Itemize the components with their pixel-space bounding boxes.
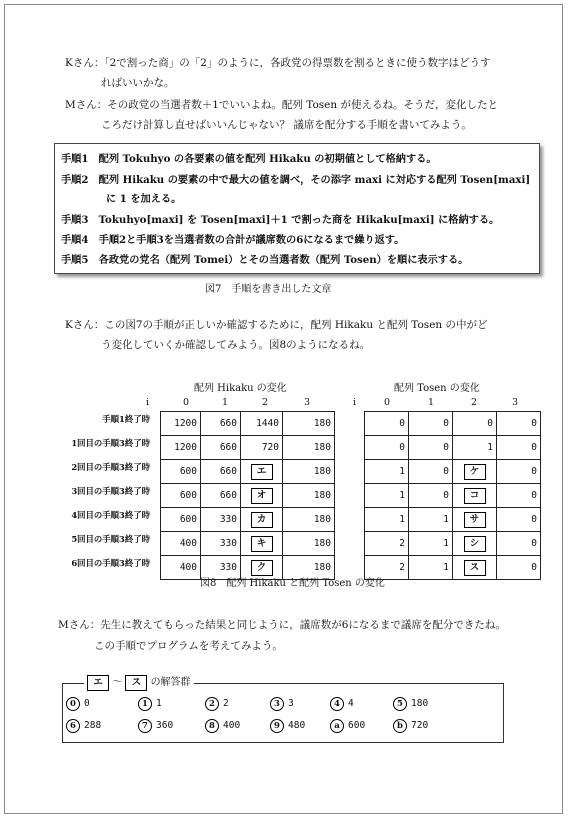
choice-item[interactable] [270, 697, 294, 711]
hikaku-index-1: 1 [222, 397, 229, 408]
procedure-box [54, 143, 540, 274]
choice-value: 400 [223, 720, 241, 731]
hikaku-table [160, 411, 335, 580]
choice-value: 600 [348, 720, 366, 731]
step-1: 手順1 配列 Tokuhyo の各要素の値を配列 Hikaku の初期値として格納する。 [61, 153, 437, 165]
tilde: 〜 [112, 677, 123, 688]
blank-cell [241, 532, 283, 556]
table-cell: 180 [283, 556, 335, 580]
table-cell: 660 [201, 484, 241, 508]
table-row [161, 460, 335, 484]
choice-item[interactable] [138, 697, 162, 711]
fig7-caption: 図7 手順を書き出した文章 [205, 284, 332, 295]
table-row [161, 484, 335, 508]
choice-item[interactable] [66, 719, 101, 733]
table-cell: 0 [497, 508, 541, 532]
choice-item[interactable] [138, 719, 173, 733]
table-row [161, 532, 335, 556]
table-cell: 1200 [161, 412, 201, 436]
table-cell: 180 [283, 484, 335, 508]
m-line-2: ころだけ計算し直せばいいんじゃない？ 議席を配分する手順を書いてみよう。 [101, 119, 472, 131]
blank-o: オ [251, 488, 273, 504]
blank-range-start: エ [87, 675, 109, 691]
choice-mark: 4 [330, 697, 344, 711]
choice-mark: 7 [138, 719, 152, 733]
table-row [161, 508, 335, 532]
blank-range-end: ス [125, 675, 147, 691]
blank-ki: キ [251, 536, 273, 552]
blank-cell [241, 484, 283, 508]
choice-value: 480 [288, 720, 306, 731]
table-row [365, 436, 541, 460]
row-label: 1回目の手順3終了時 [71, 438, 150, 448]
choice-item[interactable] [393, 697, 428, 711]
step-2a: 手順2 配列 Hikaku の要素の中で最大の値を調べ，その添字 maxi に対応する配列 Tosen[maxi] [61, 174, 531, 186]
m3-line-2: この手順でプログラムを考えてみよう。 [94, 640, 283, 652]
table-cell: 180 [283, 436, 335, 460]
choice-mark: 8 [205, 719, 219, 733]
blank-cell [241, 508, 283, 532]
table-cell: 1 [365, 484, 409, 508]
table-cell: 0 [497, 436, 541, 460]
choice-value: 288 [84, 720, 102, 731]
table-row [365, 508, 541, 532]
table-cell: 1440 [241, 412, 283, 436]
k2-line-2: う変化していくか確認してみよう。図8のようになるね。 [101, 339, 371, 351]
table-row [365, 532, 541, 556]
choice-item[interactable] [330, 697, 354, 711]
table-cell: 400 [161, 532, 201, 556]
blank-cell [453, 484, 497, 508]
blank-ko: コ [464, 488, 486, 504]
tosen-index-label: i [353, 397, 357, 408]
table-cell: 0 [409, 484, 453, 508]
step-5: 手順5 各政党の党名（配列 Tomei）とその当選者数（配列 Tosen）を順に表示する。 [61, 254, 469, 266]
choice-mark: 2 [205, 697, 219, 711]
tosen-index-2: 2 [471, 397, 478, 408]
table-cell: 0 [453, 412, 497, 436]
choice-value: 4 [348, 698, 354, 709]
table-cell: 720 [241, 436, 283, 460]
row-label: 5回目の手順3終了時 [71, 534, 150, 544]
table-cell: 1 [409, 532, 453, 556]
table-cell: 0 [497, 484, 541, 508]
blank-e: エ [251, 464, 273, 480]
choice-mark: b [393, 719, 407, 733]
tosen-index-1: 1 [428, 397, 435, 408]
hikaku-title: 配列 Hikaku の変化 [194, 383, 287, 394]
choice-value: 180 [411, 698, 429, 709]
choice-mark: 9 [270, 719, 284, 733]
table-cell: 180 [283, 412, 335, 436]
blank-cell [453, 508, 497, 532]
table-cell: 180 [283, 532, 335, 556]
tosen-table [364, 411, 541, 580]
fig8-caption: 図8 配列 Hikaku と配列 Tosen の変化 [200, 578, 385, 589]
table-cell: 180 [283, 508, 335, 532]
choice-mark: 5 [393, 697, 407, 711]
choice-item[interactable] [393, 719, 428, 733]
table-cell: 0 [497, 460, 541, 484]
choice-mark: 3 [270, 697, 284, 711]
table-cell: 1 [365, 460, 409, 484]
table-cell: 0 [409, 436, 453, 460]
step-2b: に 1 を加える。 [106, 193, 182, 205]
table-cell: 600 [161, 508, 201, 532]
choice-value: 720 [411, 720, 429, 731]
table-cell: 2 [365, 556, 409, 580]
table-cell: 1 [409, 508, 453, 532]
table-cell: 0 [409, 412, 453, 436]
choice-item[interactable] [205, 719, 240, 733]
table-cell: 600 [161, 460, 201, 484]
table-row [365, 556, 541, 580]
k-line-1: Kさん：「2で割った商」の「2」のように，各政党の得票数を割るときに使う数字はどうす [65, 57, 491, 69]
blank-ku: ク [251, 560, 273, 576]
table-cell: 1 [453, 436, 497, 460]
answer-group-title: の解答群 [150, 677, 191, 688]
table-cell: 660 [201, 436, 241, 460]
blank-ke: ケ [464, 464, 486, 480]
tosen-index-3: 3 [512, 397, 519, 408]
choice-mark: 0 [66, 697, 80, 711]
blank-shi: シ [464, 536, 486, 552]
choice-item[interactable] [205, 697, 229, 711]
k2-line-1: Kさん：この図7の手順が正しいか確認するために，配列 Hikaku と配列 Tosen の中がど [65, 319, 488, 331]
choice-mark: a [330, 719, 344, 733]
table-cell: 660 [201, 460, 241, 484]
row-label: 6回目の手順3終了時 [71, 558, 150, 568]
hikaku-index-label: i [146, 397, 150, 408]
choice-value: 1 [156, 698, 162, 709]
table-cell: 600 [161, 484, 201, 508]
step-4: 手順4 手順2と手順3を当選者数の合計が議席数の6になるまで繰り返す。 [61, 234, 405, 246]
k-line-2: ればいいかな。 [101, 77, 175, 89]
table-cell: 2 [365, 532, 409, 556]
choice-item[interactable] [66, 697, 90, 711]
row-label: 2回目の手順3終了時 [71, 462, 150, 472]
table-row [365, 412, 541, 436]
table-cell: 0 [409, 460, 453, 484]
table-cell: 0 [497, 556, 541, 580]
choice-value: 360 [156, 720, 174, 731]
table-cell: 0 [365, 436, 409, 460]
choice-item[interactable] [270, 719, 305, 733]
choice-value: 0 [84, 698, 90, 709]
table-cell: 330 [201, 508, 241, 532]
table-cell: 1 [365, 508, 409, 532]
blank-cell [453, 556, 497, 580]
table-row [161, 436, 335, 460]
hikaku-index-3: 3 [304, 397, 311, 408]
blank-ka: カ [251, 512, 273, 528]
table-cell: 1200 [161, 436, 201, 460]
step-3: 手順3 Tokuhyo[maxi] を Tosen[maxi]＋1 で割った商を Hikaku[maxi] に格納する。 [61, 214, 500, 226]
table-cell: 180 [283, 460, 335, 484]
table-cell: 1 [409, 556, 453, 580]
table-row [161, 412, 335, 436]
table-cell: 400 [161, 556, 201, 580]
table-cell: 330 [201, 556, 241, 580]
m3-line-1: Mさん：先生に教えてもらった結果と同じように，議席数が6になるまで議席を配分できたね。 [58, 619, 506, 631]
answer-group-heading [84, 673, 194, 691]
tosen-title: 配列 Tosen の変化 [394, 383, 480, 394]
answer-group-box [62, 683, 504, 743]
choice-value: 3 [288, 698, 294, 709]
table-cell: 0 [497, 532, 541, 556]
m-line-1: Mさん：その政党の当選者数＋1でいいよね。配列 Tosen が使えるね。そうだ，変化したと [65, 99, 498, 111]
hikaku-index-0: 0 [183, 397, 190, 408]
table-row [365, 484, 541, 508]
choice-value: 2 [223, 698, 229, 709]
tosen-index-0: 0 [384, 397, 391, 408]
row-label: 手順1終了時 [102, 414, 150, 424]
blank-su: ス [464, 560, 486, 576]
table-row [365, 460, 541, 484]
blank-cell [453, 532, 497, 556]
table-cell: 0 [365, 412, 409, 436]
row-label: 4回目の手順3終了時 [71, 510, 150, 520]
table-cell: 0 [497, 412, 541, 436]
row-label: 3回目の手順3終了時 [71, 486, 150, 496]
choice-mark: 1 [138, 697, 152, 711]
blank-cell [453, 460, 497, 484]
choice-mark: 6 [66, 719, 80, 733]
table-cell: 330 [201, 532, 241, 556]
hikaku-index-2: 2 [262, 397, 269, 408]
blank-cell [241, 460, 283, 484]
choice-item[interactable] [330, 719, 365, 733]
table-cell: 660 [201, 412, 241, 436]
blank-sa: サ [464, 512, 486, 528]
